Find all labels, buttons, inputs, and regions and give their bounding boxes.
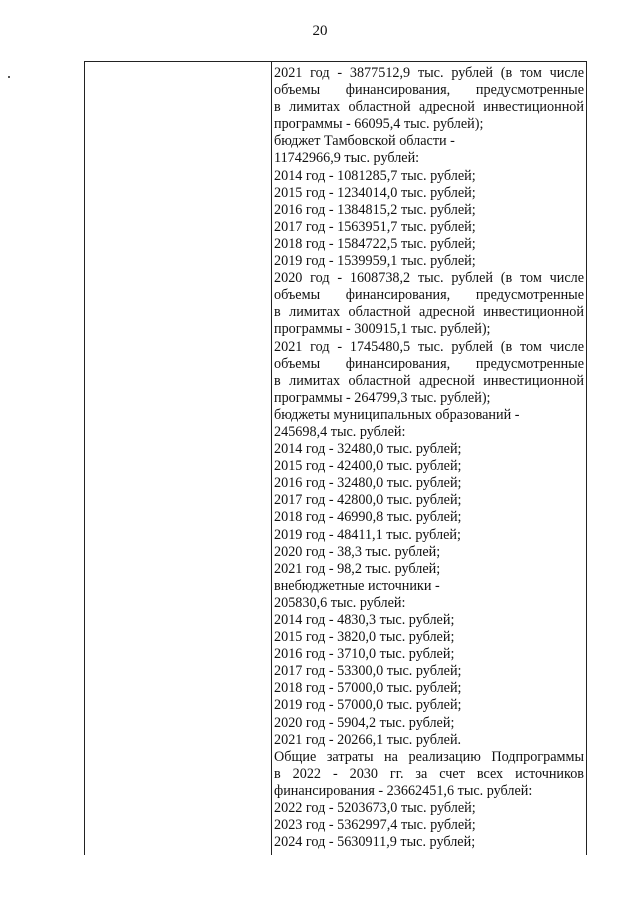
text-line: 2021 год - 3877512,9 тыс. рублей (в том числе	[274, 65, 584, 81]
text-line: объемы финансирования, предусмотренные	[274, 82, 584, 99]
text-line: 2017 год - 53300,0 тыс. рублей;	[274, 663, 462, 680]
text-line: 2018 год - 46990,8 тыс. рублей;	[274, 509, 462, 526]
text-line: 2019 год - 57000,0 тыс. рублей;	[274, 697, 462, 714]
text-line: 2020 год - 38,3 тыс. рублей;	[274, 543, 441, 560]
text-line: 2016 год - 1384815,2 тыс. рублей;	[274, 201, 476, 218]
text-line: 2018 год - 1584722,5 тыс. рублей;	[274, 235, 476, 252]
text-line: 2014 год - 32480,0 тыс. рублей;	[274, 441, 462, 458]
text-line: 2021 год - 1745480,5 тыс. рублей (в том числе	[274, 338, 584, 355]
text-line: 2016 год - 32480,0 тыс. рублей;	[274, 475, 462, 492]
text-line: в лимитах областной адресной инвестиционной	[274, 304, 584, 321]
text-line: в лимитах областной адресной инвестиционной	[274, 99, 584, 116]
text-line: программы - 66095,4 тыс. рублей);	[274, 116, 484, 133]
text-line: программы - 264799,3 тыс. рублей);	[274, 389, 491, 406]
text-line: финансирования - 23662451,6 тыс. рублей:	[274, 782, 533, 799]
text-line: в 2022 - 2030 гг. за счет всех источников	[274, 765, 584, 782]
text-line: 2017 год - 1563951,7 тыс. рублей;	[274, 218, 476, 235]
text-line: 2021 год - 20266,1 тыс. рублей.	[274, 731, 462, 748]
text-line: 2015 год - 42400,0 тыс. рублей;	[274, 458, 462, 475]
table-right-cell	[274, 65, 584, 851]
text-line: 2022 год - 5203673,0 тыс. рублей;	[274, 800, 476, 817]
margin-mark	[8, 76, 10, 78]
text-line: 2020 год - 5904,2 тыс. рублей;	[274, 714, 455, 731]
text-line: 2019 год - 48411,1 тыс. рублей;	[274, 526, 461, 543]
financing-table	[84, 61, 587, 855]
text-line: объемы финансирования, предусмотренные	[274, 287, 584, 304]
text-line: 205830,6 тыс. рублей:	[274, 594, 406, 611]
text-line: бюджеты муниципальных образований -	[274, 406, 520, 423]
text-line: 2015 год - 3820,0 тыс. рублей;	[274, 629, 455, 646]
text-line: 2014 год - 4830,3 тыс. рублей;	[274, 612, 455, 628]
text-line: 2017 год - 42800,0 тыс. рублей;	[274, 492, 462, 509]
text-line: 2019 год - 1539959,1 тыс. рублей;	[274, 253, 476, 270]
text-line: 245698,4 тыс. рублей:	[274, 423, 406, 440]
text-line: 2020 год - 1608738,2 тыс. рублей (в том числе	[274, 270, 584, 287]
text-line: 11742966,9 тыс. рублей:	[274, 150, 420, 167]
text-line: внебюджетные источники -	[274, 577, 440, 594]
text-line: 2021 год - 98,2 тыс. рублей;	[274, 560, 441, 577]
text-line: 2014 год - 1081285,7 тыс. рублей;	[274, 167, 476, 184]
text-line: Общие затраты на реализацию Подпрограммы	[274, 748, 584, 765]
text-line: объемы финансирования, предусмотренные	[274, 355, 584, 372]
text-line: 2018 год - 57000,0 тыс. рублей;	[274, 680, 462, 697]
text-line: 2016 год - 3710,0 тыс. рублей;	[274, 646, 455, 663]
column-divider	[271, 62, 272, 855]
text-line: в лимитах областной адресной инвестиционной	[274, 372, 584, 389]
text-line: 2023 год - 5362997,4 тыс. рублей;	[274, 817, 476, 834]
text-line: программы - 300915,1 тыс. рублей);	[274, 321, 491, 338]
text-line: 2015 год - 1234014,0 тыс. рублей;	[274, 184, 476, 201]
text-line: бюджет Тамбовской области -	[274, 133, 455, 150]
page-number: 20	[312, 23, 328, 39]
text-line: 2024 год - 5630911,9 тыс. рублей;	[274, 834, 476, 851]
